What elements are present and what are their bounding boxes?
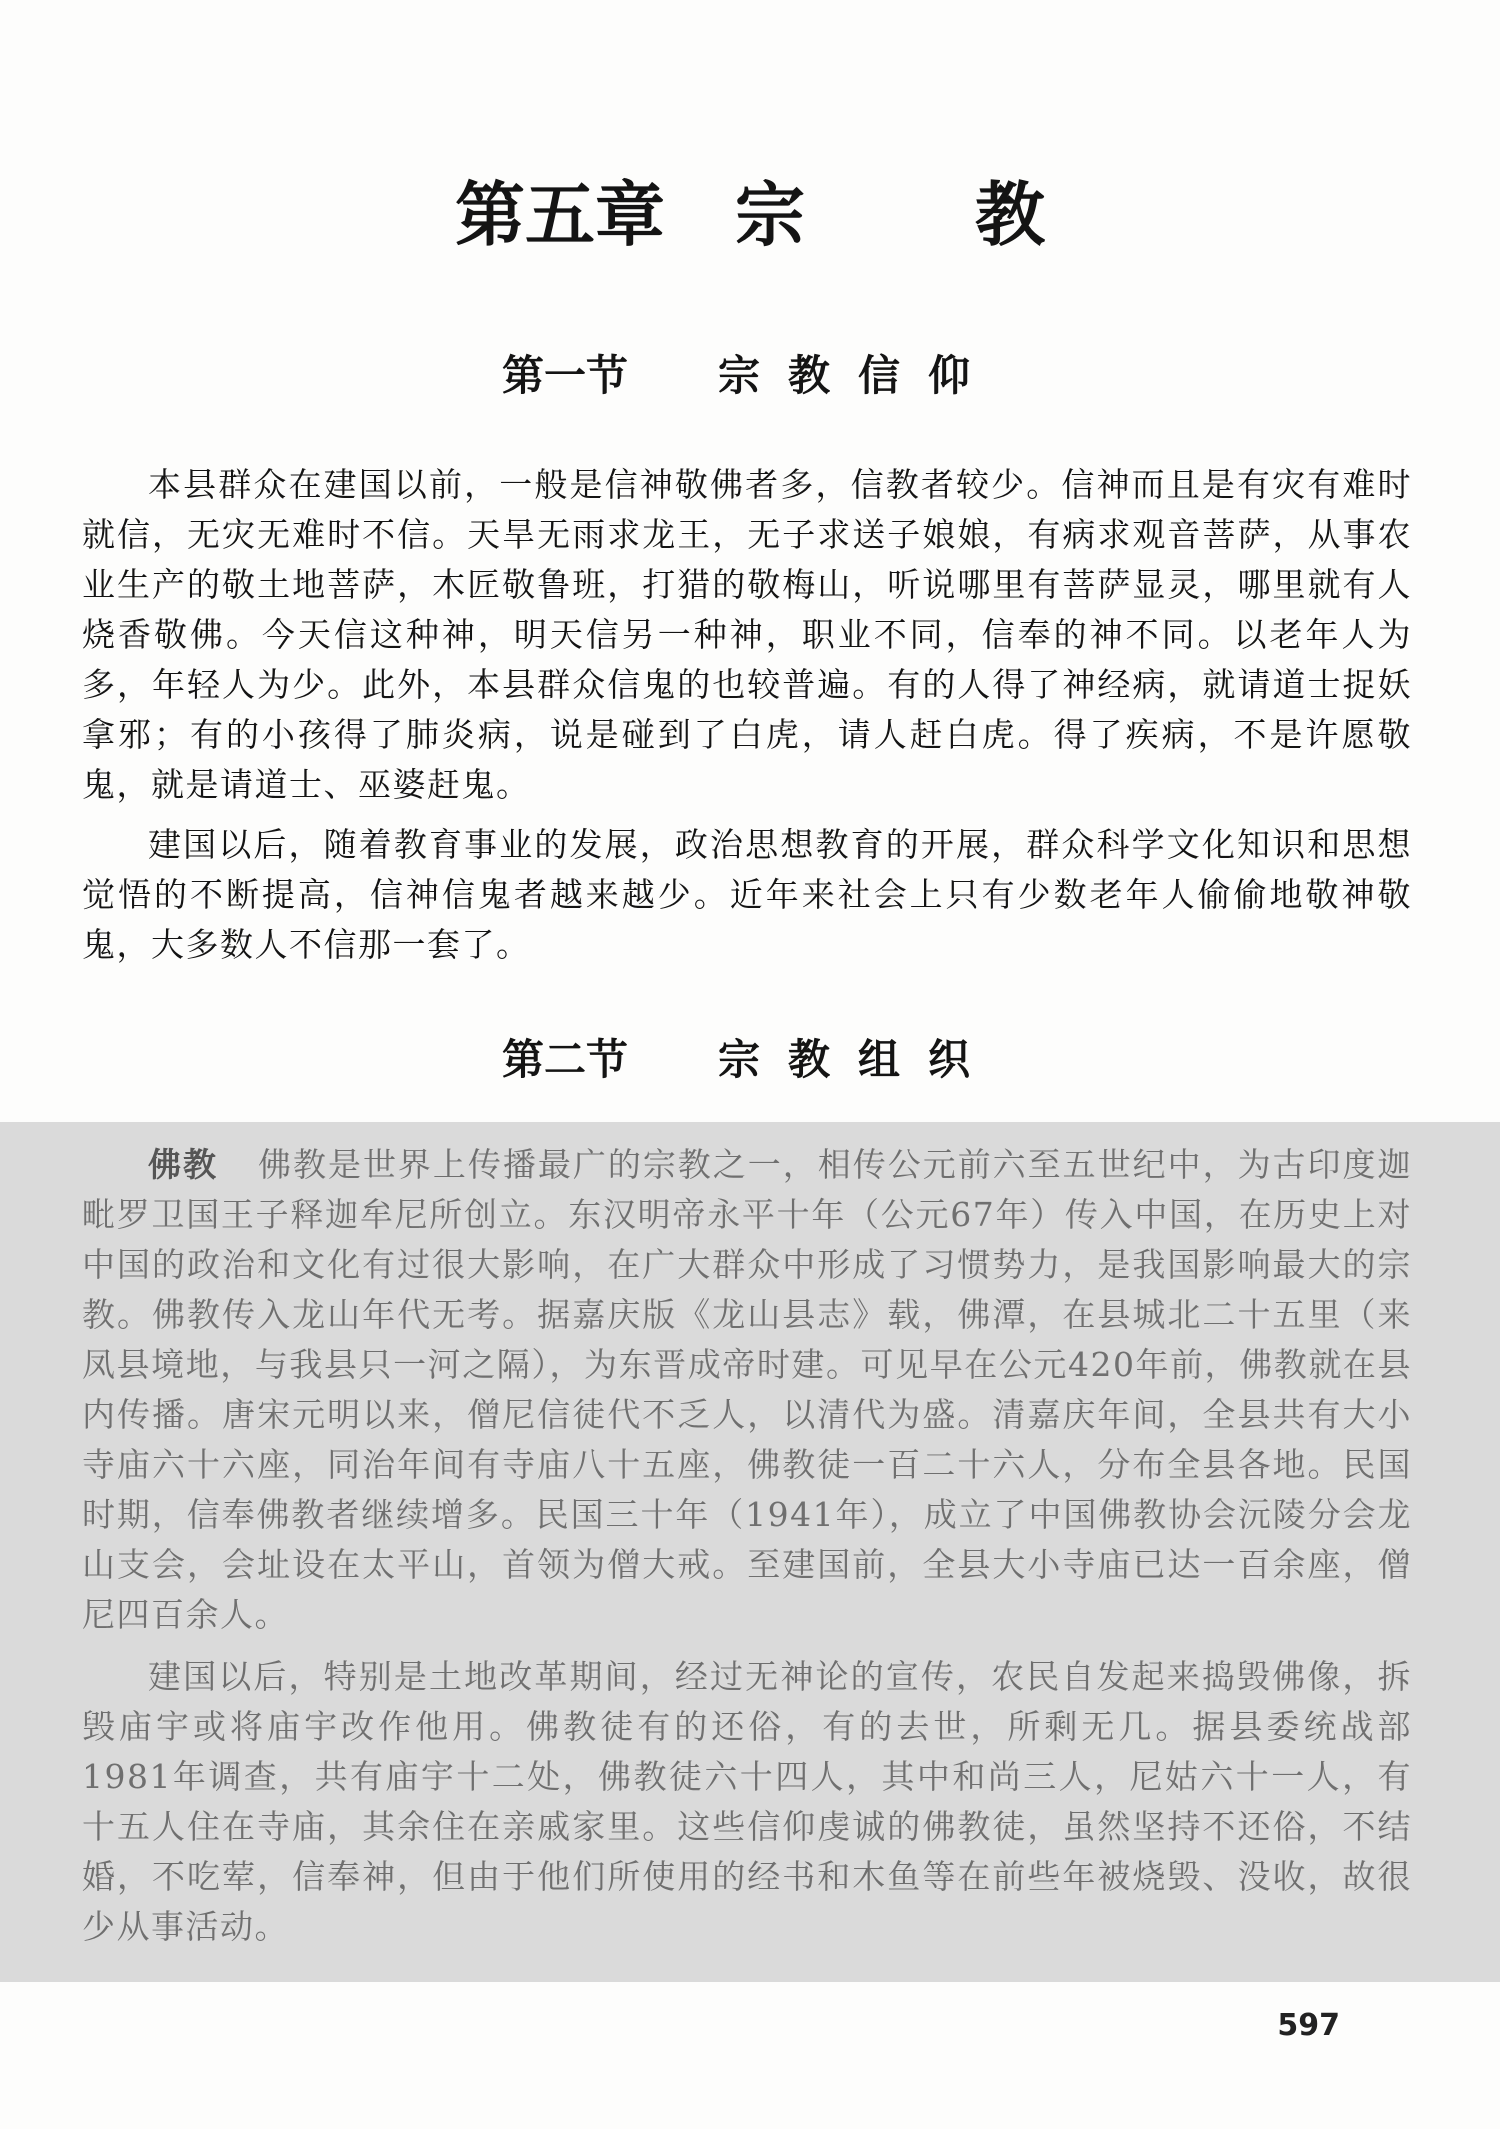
chapter-title-part1: 宗	[735, 173, 805, 256]
section1-title: 宗教信仰	[718, 351, 999, 400]
section2-paragraph	[82, 1140, 1412, 1640]
chapter-title-part2: 教	[975, 173, 1045, 256]
section2-paragraph1-text: 佛教是世界上传播最广的宗教之一，相传公元前六至五世纪中，为古印度迦毗罗卫国王子释迦牟尼所创立。东汉明帝永平十年（公元67年）传入中国，在历史上对中国的政治和文化有过很大影响，在广大群众中形成了习惯势力，是我国影响最大的宗教。佛教传入龙山年代无考。据嘉庆版《龙山县志》载，佛潭，在县城北二十五里（来凤县境地，与我县只一河之隔），为东晋成帝时建。可见早在公元420年前，佛教就在县内传播。唐宋元明以来，僧尼信徒代不乏人，以清代为盛。清嘉庆年间，全县共有大小寺庙六十六座，同治年间有寺庙八十五座，佛教徒一百二十六人，分布全县各地。民国时期，信奉佛教者继续增多。民国三十年（1941年），成立了中国佛教协会沅陵分会龙山支会，会址设在太平山，首领为僧大戒。至建国前，全县大小寺庙已达一百余座，僧尼四百余人。	[82, 1145, 1413, 1634]
section1-number: 第一节	[501, 351, 628, 400]
section2-heading	[0, 1030, 1500, 1090]
section1-body	[82, 460, 1412, 980]
page-number: 597	[1277, 2008, 1340, 2043]
chapter-number: 第五章	[455, 173, 665, 256]
section2-number: 第二节	[501, 1035, 628, 1084]
section2-paragraph: 建国以后，特别是土地改革期间，经过无神论的宣传，农民自发起来捣毁佛像，拆毁庙宇或将庙宇改作他用。佛教徒有的还俗，有的去世，所剩无几。据县委统战部1981年调查，共有庙宇十二处，佛教徒六十四人，其中和尚三人，尼姑六十一人，有十五人住在寺庙，其余住在亲戚家里。这些信仰虔诚的佛教徒，虽然坚持不还俗，不结婚，不吃荤，信奉神，但由于他们所使用的经书和木鱼等在前些年被烧毁、没收，故很少从事活动。	[82, 1657, 1412, 1946]
buddhism-lead-term: 佛教	[148, 1145, 218, 1184]
section1-heading	[0, 346, 1500, 406]
section2-title: 宗教组织	[718, 1035, 999, 1084]
chapter-title	[0, 170, 1500, 260]
section1-paragraph: 建国以后，随着教育事业的发展，政治思想教育的开展，群众科学文化知识和思想觉悟的不断提高，信神信鬼者越来越少。近年来社会上只有少数老年人偷偷地敬神敬鬼，大多数人不信那一套了。	[82, 825, 1412, 964]
section2-body	[82, 1140, 1412, 1964]
section1-paragraph: 本县群众在建国以前，一般是信神敬佛者多，信教者较少。信神而且是有灾有难时就信，无灾无难时不信。天旱无雨求龙王，无子求送子娘娘，有病求观音菩萨，从事农业生产的敬土地菩萨，木匠敬鲁班，打猎的敬梅山，听说哪里有菩萨显灵，哪里就有人烧香敬佛。今天信这种神，明天信另一种神，职业不同，信奉的神不同。以老年人为多，年轻人为少。此外，本县群众信鬼的也较普遍。有的人得了神经病，就请道士捉妖拿邪；有的小孩得了肺炎病，说是碰到了白虎，请人赶白虎。得了疾病，不是许愿敬鬼，就是请道士、巫婆赶鬼。	[82, 465, 1412, 804]
